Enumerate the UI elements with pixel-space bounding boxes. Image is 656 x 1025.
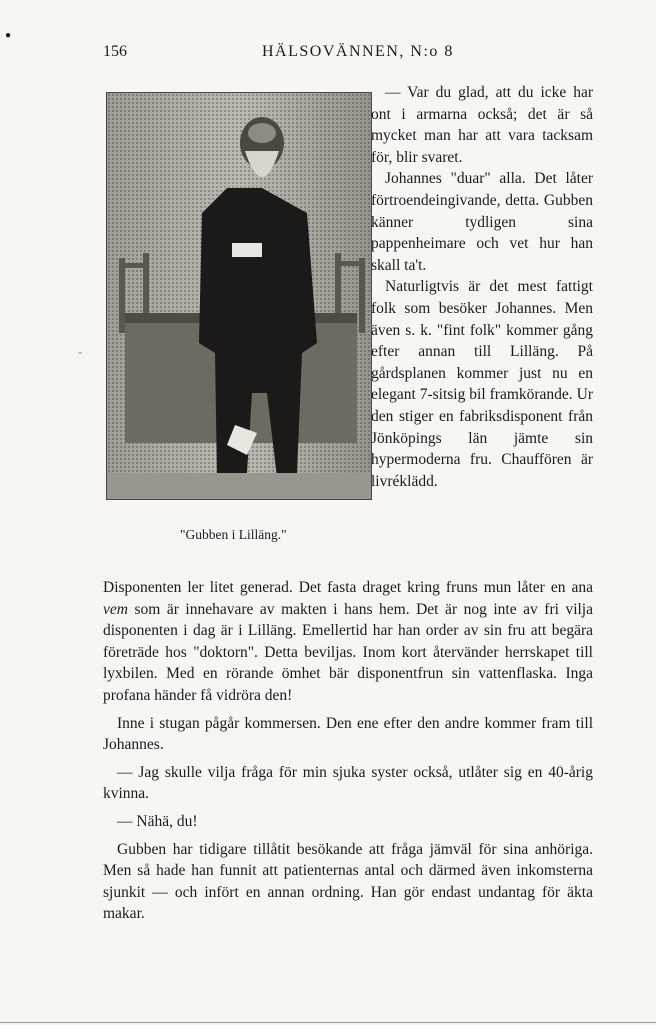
photograph xyxy=(106,92,372,500)
body-text xyxy=(103,577,593,925)
column-paragraph: — Var du glad, att du icke har ont i armarna också; det är så mycket man har att vara tacksam för, blir svaret. xyxy=(371,84,593,166)
paragraph: Gubben har tidigare tillåtit besökande att fråga jämväl för sina anhöriga. Men så hade han funnit att patienternas antal och därmed även inkomsterna sjunkit — och infört en annan ordning. Han gör endast undantag för äkta makar. xyxy=(103,840,593,923)
paragraph: Inne i stugan pågår kommersen. Den ene efter den andre kommer fram till Johannes. xyxy=(103,714,593,754)
emphasis-text: vem xyxy=(103,600,128,618)
column-paragraph: Johannes "duar" alla. Det låter förtroendeingivande, detta. Gubben känner tydligen sina pappenheimare och vet hur han skall ta't. xyxy=(371,170,593,274)
margin-dot: ● xyxy=(5,30,12,41)
photo-caption: "Gubben i Lilläng." xyxy=(180,527,287,542)
paragraph-text: Disponenten ler litet generad. Det fasta draget kring fruns mun låter en ana xyxy=(103,579,593,596)
paragraph: — Jag skulle vilja fråga för min sjuka syster också, utlåter sig en 40-årig kvinna. xyxy=(103,763,593,803)
paragraph: — Nähä, du! xyxy=(117,812,198,830)
right-column xyxy=(371,82,593,492)
page-number: 156 xyxy=(103,43,127,60)
photograph-icon xyxy=(107,93,372,500)
running-title: HÄLSOVÄNNEN, N:o 8 xyxy=(262,43,454,60)
paragraph xyxy=(103,577,593,707)
page-edge xyxy=(0,1022,656,1023)
paragraph-text: som är innehavare av makten i hans hem. Det är nog inte av fri vilja disponenten i dag är i Lilläng. Emellertid har han order av sin fru att begära företräde hos "doktorn". Detta beviljas. Inom kort återvänder herrskapet till lyxbilen. Med en rörande ömhet bär disponentfrun sin vattenflaska. Inga profana händer få vidröra den! xyxy=(103,600,593,704)
column-paragraph: Naturligtvis är det mest fattigt folk som besöker Johannes. Men även s. k. "fint folk" kommer gång efter annan till Lilläng. På gårdsplanen kommer just nu en elegant 7-sitsig bil framkörande. Ur den stiger en fabriksdisponent från Jönköpings län jämte sin hypermoderna fru. Chauffören är livréklädd. xyxy=(371,278,593,490)
margin-dash: - xyxy=(78,345,82,359)
